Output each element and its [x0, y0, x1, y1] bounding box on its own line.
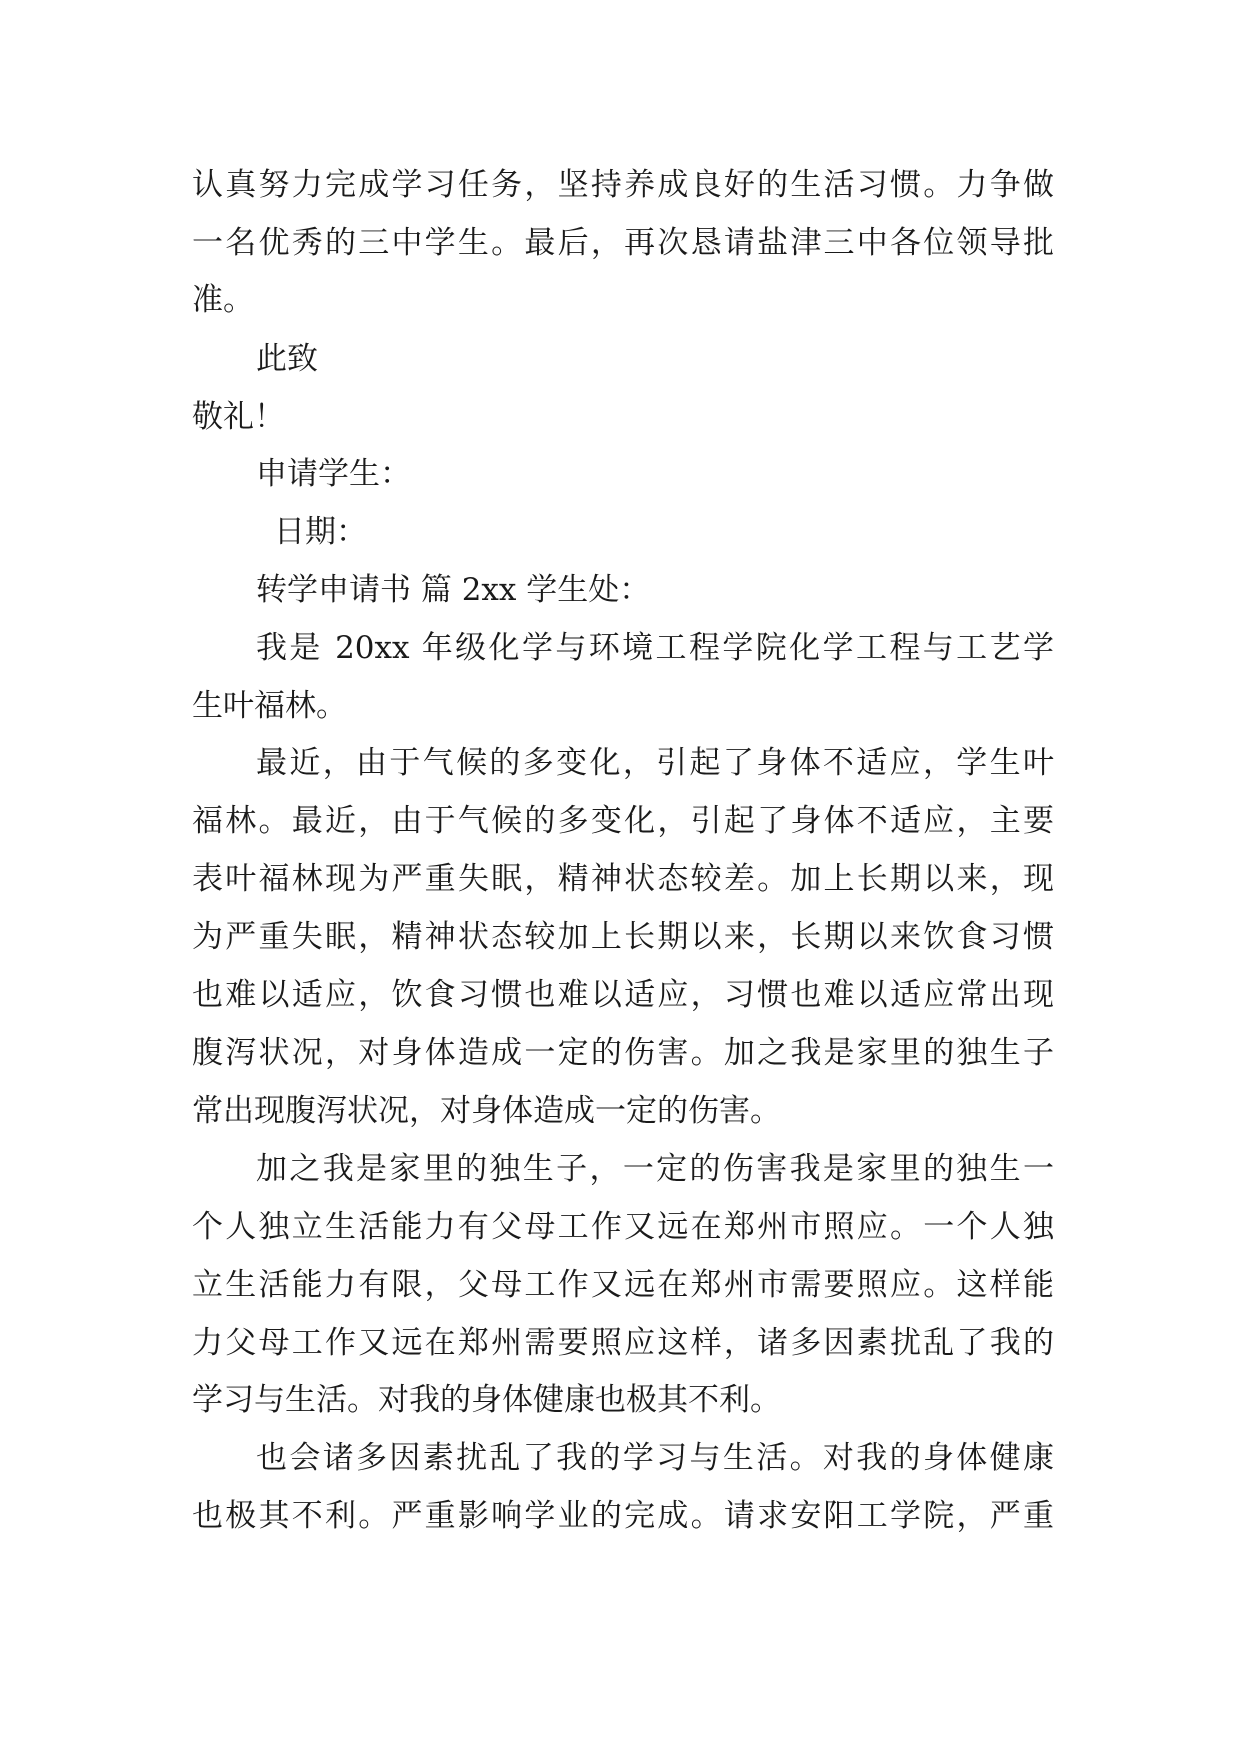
body-text-line: 常出现腹泻状况，对身体造成一定的伤害。 — [192, 1093, 781, 1129]
body-text-line: 认真努力完成学习任务，坚持养成良好的生活习惯。力争做 — [192, 167, 1054, 203]
body-text-line: 一名优秀的三中学生。最后，再次恳请盐津三中各位领导批 — [192, 225, 1054, 261]
section-heading: 转学申请书 篇 2xx 学生处： — [256, 572, 651, 608]
body-text-line: 福林。最近，由于气候的多变化，引起了身体不适应，主要 — [192, 803, 1054, 839]
body-text-line: 表叶福林现为严重失眠，精神状态较差。加上长期以来，现 — [192, 861, 1054, 897]
body-text-line: 最近，由于气候的多变化，引起了身体不适应，学生叶 — [256, 745, 1054, 781]
date-label: 日期： — [274, 514, 367, 550]
closing-salutation: 此致 — [256, 341, 318, 377]
body-text-line: 立生活能力有限，父母工作又远在郑州市需要照应。这样能 — [192, 1267, 1054, 1303]
body-text-line: 也极其不利。严重影响学业的完成。请求安阳工学院，严重 — [192, 1498, 1054, 1534]
body-text-line: 个人独立生活能力有父母工作又远在郑州市照应。一个人独 — [192, 1209, 1054, 1245]
body-text-line: 我是 20xx 年级化学与环境工程学院化学工程与工艺学 — [256, 630, 1054, 666]
applicant-label: 申请学生： — [256, 456, 411, 492]
body-text-line: 学习与生活。对我的身体健康也极其不利。 — [192, 1382, 781, 1418]
body-text-line: 也难以适应，饮食习惯也难以适应，习惯也难以适应常出现 — [192, 977, 1054, 1013]
body-text-line: 准。 — [192, 282, 254, 318]
body-text-line: 加之我是家里的独生子，一定的伤害我是家里的独生一 — [256, 1151, 1054, 1187]
body-text-line: 生叶福林。 — [192, 688, 347, 724]
body-text-line: 力父母工作又远在郑州需要照应这样，诸多因素扰乱了我的 — [192, 1325, 1054, 1361]
body-text-line: 也会诸多因素扰乱了我的学习与生活。对我的身体健康 — [256, 1440, 1054, 1476]
closing-respect: 敬礼！ — [192, 399, 285, 435]
body-text-line: 为严重失眠，精神状态较加上长期以来，长期以来饮食习惯 — [192, 919, 1054, 955]
body-text-line: 腹泻状况，对身体造成一定的伤害。加之我是家里的独生子 — [192, 1035, 1054, 1071]
